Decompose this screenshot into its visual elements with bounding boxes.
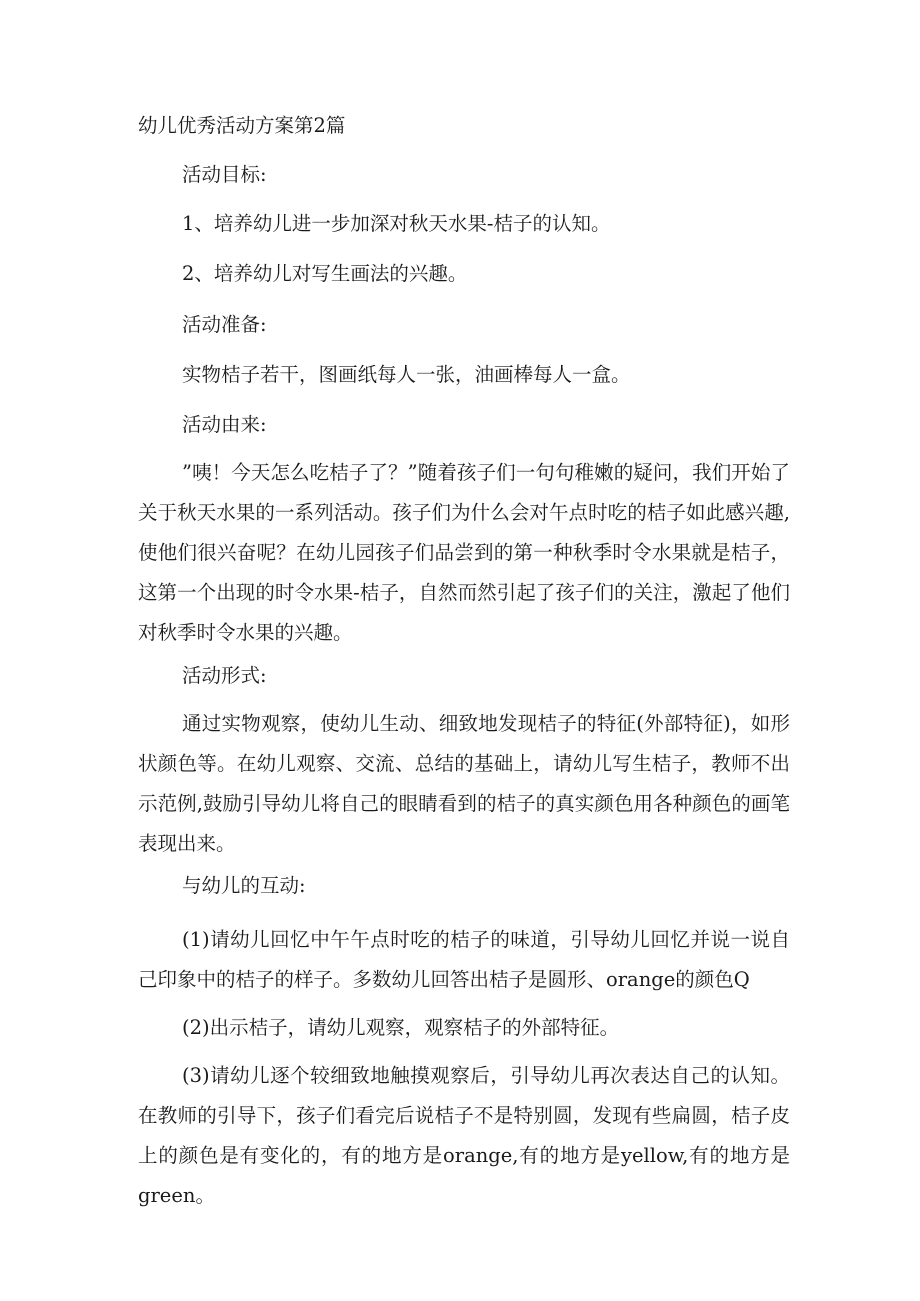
form-heading: 活动形式: — [182, 664, 267, 687]
document-title: 幼儿优秀活动方案第2篇 — [138, 114, 346, 137]
goal-item-2: 2、培养幼儿对写生画法的兴趣。 — [182, 262, 468, 285]
goal-item-1: 1、培养幼儿进一步加深对秋天水果-桔子的认知。 — [182, 212, 611, 235]
origin-paragraph: ”咦！今天怎么吃桔子了？”随着孩子们一句句稚嫩的疑问，我们开始了关于秋天水果的一系列活动。孩子们为什么会对午点时吃的桔子如此感兴趣,使他们很兴奋呢？在幼儿园孩子们品尝到的第一种秋季时令水果就是桔子，这第一个出现的时令水果-桔子，自然而然引起了孩子们的关注，激起了他们对秋季时令水果的兴趣。 — [138, 461, 790, 644]
origin-heading: 活动由来: — [182, 413, 267, 436]
interaction-heading: 与幼儿的互动: — [182, 874, 306, 897]
interaction-step-3: (3)请幼儿逐个较细致地触摸观察后，引导幼儿再次表达自己的认知。在教师的引导下，孩子们看完后说桔子不是特别圆，发现有些扁圆，桔子皮上的颜色是有变化的，有的地方是orange,有的地方是yellow,有的地方是green。 — [138, 1064, 790, 1207]
interaction-step-2: (2)出示桔子，请幼儿观察，观察桔子的外部特征。 — [182, 1016, 620, 1039]
interaction-step-1: (1)请幼儿回忆中午午点时吃的桔子的味道，引导幼儿回忆并说一说自己印象中的桔子的样子。多数幼儿回答出桔子是圆形、orange的颜色Q — [138, 928, 790, 991]
goal-heading: 活动目标: — [182, 163, 267, 186]
prep-heading: 活动准备: — [182, 313, 267, 336]
form-paragraph: 通过实物观察，使幼儿生动、细致地发现桔子的特征(外部特征)，如形状颜色等。在幼儿观察、交流、总结的基础上，请幼儿写生桔子，教师不出示范例,鼓励引导幼儿将自己的眼睛看到的桔子的真实颜色用各种颜色的画笔表现出来。 — [138, 712, 790, 855]
prep-text: 实物桔子若干，图画纸每人一张，油画棒每人一盒。 — [182, 363, 631, 386]
